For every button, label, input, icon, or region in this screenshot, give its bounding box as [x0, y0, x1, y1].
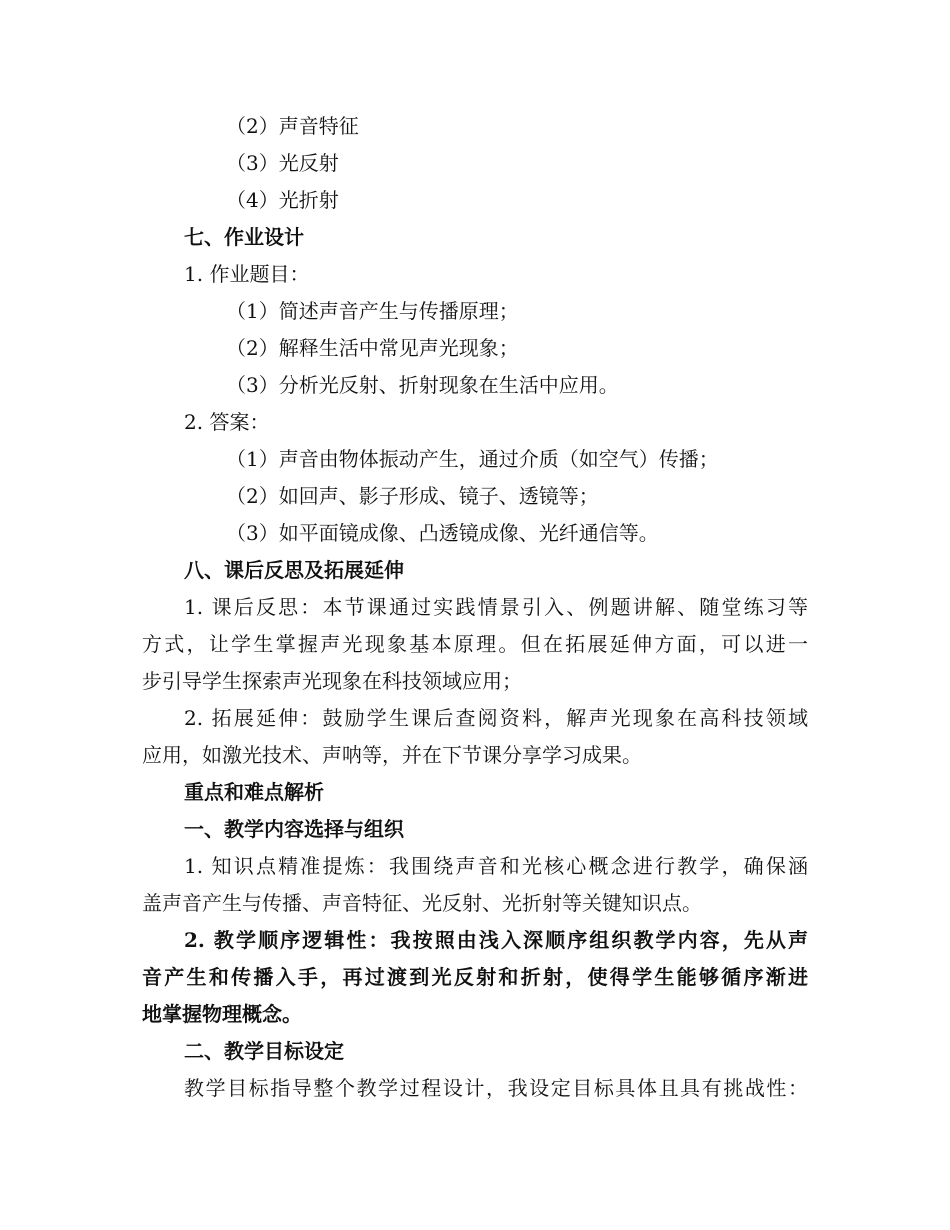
list-item: （1）声音由物体振动产生，通过介质（如空气）传播； — [226, 447, 719, 471]
list-item: （3）如平面镜成像、凸透镜成像、光纤通信等。 — [226, 521, 659, 545]
section-heading: 二、教学目标设定 — [184, 1039, 344, 1063]
section-heading: 重点和难点解析 — [184, 780, 324, 804]
paragraph-line: 2. 拓展延伸：鼓励学生课后查阅资料，解声光现象在高科技领域 — [184, 706, 808, 730]
section-heading: 七、作业设计 — [184, 225, 304, 249]
section-heading: 八、课后反思及拓展延伸 — [184, 558, 404, 582]
list-item: 2. 答案： — [184, 410, 270, 434]
paragraph-line: 步引导学生探索声光现象在科技领域应用； — [142, 669, 522, 693]
paragraph-line: 音产生和传播入手，再过渡到光反射和折射，使得学生能够循序渐进 — [142, 965, 808, 989]
paragraph-line: 盖声音产生与传播、声音特征、光反射、光折射等关键知识点。 — [142, 891, 702, 915]
section-heading: 一、教学内容选择与组织 — [184, 817, 404, 841]
paragraph-line: 方式，让学生掌握声光现象基本原理。但在拓展延伸方面，可以进一 — [142, 632, 808, 656]
paragraph-line: 1. 知识点精准提炼：我围绕声音和光核心概念进行教学，确保涵 — [184, 854, 808, 878]
list-item: （4）光折射 — [226, 188, 339, 212]
paragraph-line: 教学目标指导整个教学过程设计，我设定目标具体且具有挑战性： — [184, 1076, 808, 1100]
list-item: （3）光反射 — [226, 151, 339, 175]
list-item: （2）声音特征 — [226, 114, 359, 138]
list-item: （2）解释生活中常见声光现象； — [226, 336, 519, 360]
list-item: 1. 作业题目： — [184, 262, 310, 286]
list-item: （3）分析光反射、折射现象在生活中应用。 — [226, 373, 619, 397]
paragraph-line: 地掌握物理概念。 — [142, 1002, 302, 1026]
paragraph-line: 应用，如激光技术、声呐等，并在下节课分享学习成果。 — [142, 743, 642, 767]
list-item: （1）简述声音产生与传播原理； — [226, 299, 519, 323]
list-item: （2）如回声、影子形成、镜子、透镜等； — [226, 484, 599, 508]
paragraph-line: 1. 课后反思：本节课通过实践情景引入、例题讲解、随堂练习等 — [184, 595, 808, 619]
paragraph-line: 2. 教学顺序逻辑性：我按照由浅入深顺序组织教学内容，先从声 — [184, 928, 808, 952]
